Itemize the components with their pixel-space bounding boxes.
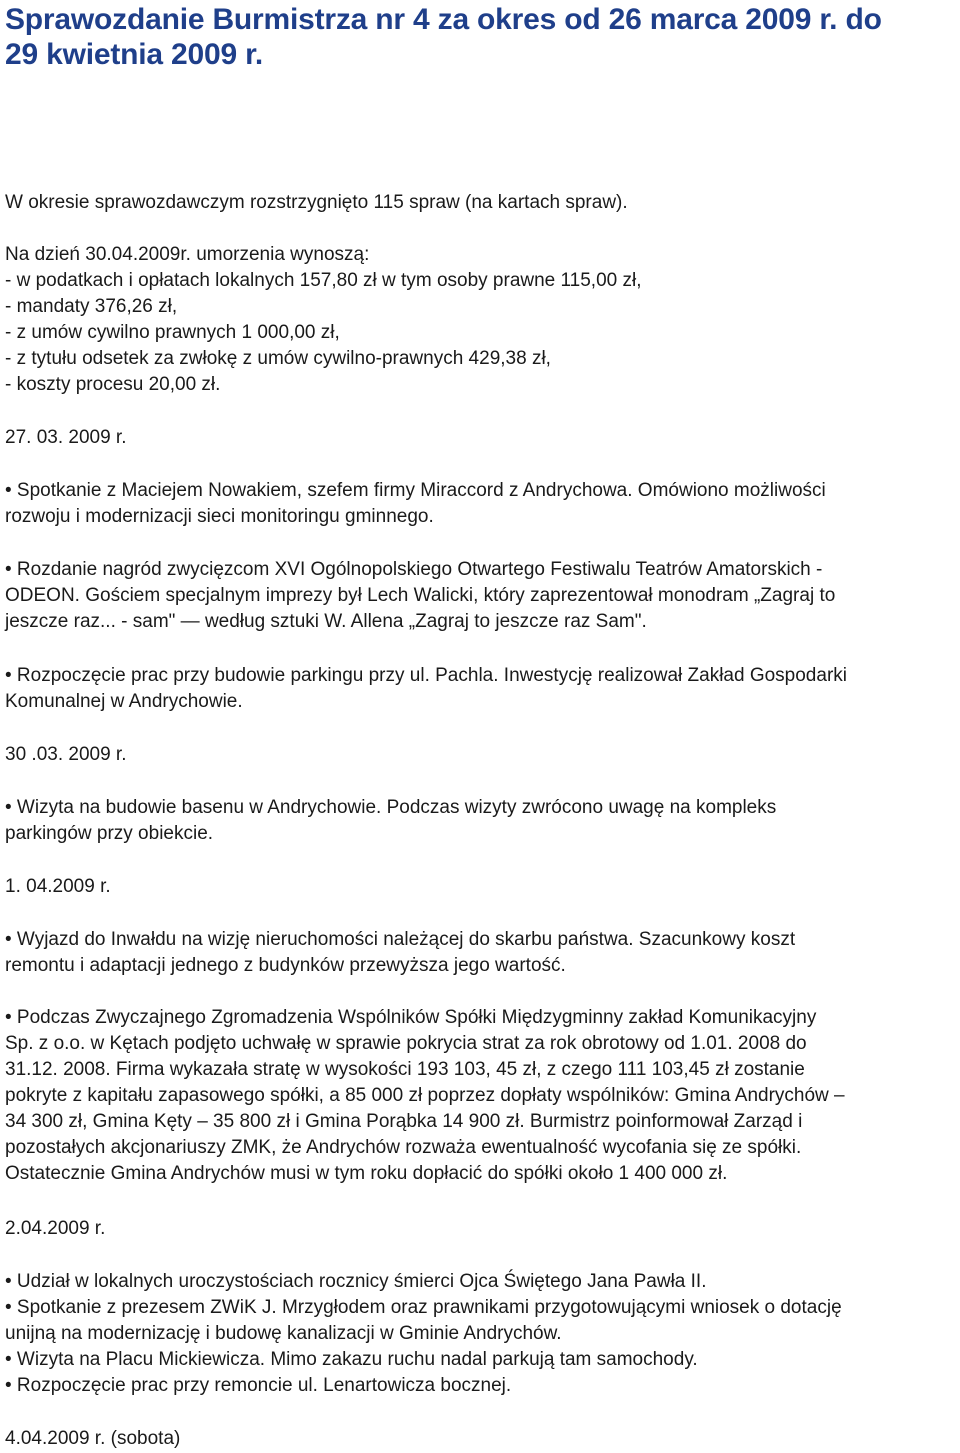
entry-date: 30 .03. 2009 r. bbox=[5, 744, 127, 765]
entry-line: pokryte z kapitału zapasowego spółki, a 85 000 zł poprzez dopłaty wspólników: Gmina Andrychów – bbox=[5, 1085, 845, 1106]
arrears-line: - koszty procesu 20,00 zł. bbox=[5, 374, 221, 395]
entry-line: remontu i adaptacji jednego z budynków przewyższa jego wartość. bbox=[5, 955, 566, 976]
entry-line: ODEON. Gościem specjalnym imprezy był Lech Walicki, który zaprezentował monodram „Zagraj to bbox=[5, 585, 836, 606]
title-line: Sprawozdanie Burmistrza nr 4 za okres od 26 marca 2009 r. do bbox=[5, 3, 882, 36]
arrears-line: - z umów cywilno prawnych 1 000,00 zł, bbox=[5, 322, 340, 343]
arrears-paragraph bbox=[5, 242, 642, 398]
entry-date: 27. 03. 2009 r. bbox=[5, 427, 127, 448]
title-line: 29 kwietnia 2009 r. bbox=[5, 38, 264, 71]
entry-line: • Udział w lokalnych uroczystościach rocznicy śmierci Ojca Świętego Jana Pawła II. bbox=[5, 1271, 707, 1292]
entry-item bbox=[5, 663, 847, 715]
entry-line: • Wizyta na budowie basenu w Andrychowie. Podczas wizyty zwrócono uwagę na kompleks bbox=[5, 797, 777, 818]
entry-line: • Rozpoczęcie prac przy budowie parkingu przy ul. Pachla. Inwestycję realizował Zakład Gospodarki bbox=[5, 665, 847, 686]
entry-line: 31.12. 2008. Firma wykazała stratę w wysokości 193 103, 45 zł, z czego 111 103,45 zł zostanie bbox=[5, 1059, 805, 1080]
entry-line: • Rozpoczęcie prac przy remoncie ul. Lenartowicza bocznej. bbox=[5, 1375, 512, 1396]
entry-line: • Spotkanie z prezesem ZWiK J. Mrzygłodem oraz prawnikami przygotowującymi wniosek o dotację bbox=[5, 1297, 842, 1318]
entry-item bbox=[5, 795, 776, 847]
arrears-line: - w podatkach i opłatach lokalnych 157,80 zł w tym osoby prawne 115,00 zł, bbox=[5, 270, 642, 291]
arrears-line: - z tytułu odsetek za zwłokę z umów cywilno-prawnych 429,38 zł, bbox=[5, 348, 551, 369]
entry-item bbox=[5, 478, 826, 530]
entry-item bbox=[5, 1005, 845, 1187]
entry-line: parkingów przy obiekcie. bbox=[5, 823, 214, 844]
entry-line: Sp. z o.o. w Kętach podjęto uchwałę w sprawie pokrycia strat za rok obrotowy od 1.01. 2008 do bbox=[5, 1033, 807, 1054]
entry-item bbox=[5, 557, 835, 635]
entry-item bbox=[5, 1269, 842, 1399]
entry-line: • Spotkanie z Maciejem Nowakiem, szefem firmy Miraccord z Andrychowa. Omówiono możliwości bbox=[5, 480, 826, 501]
entry-line: 34 300 zł, Gmina Kęty – 35 800 zł i Gmina Porąbka 14 900 zł. Burmistrz poinformował Zarząd i bbox=[5, 1111, 803, 1132]
entry-line: • Wyjazd do Inwałdu na wizję nieruchomości należącej do skarbu państwa. Szacunkowy koszt bbox=[5, 929, 796, 950]
entry-line: Ostatecznie Gmina Andrychów musi w tym roku dopłacić do spółki około 1 400 000 zł. bbox=[5, 1163, 728, 1184]
entry-line: pozostałych akcjonariuszy ZMK, że Andrychów rozważa ewentualność wycofania się ze spółki. bbox=[5, 1137, 802, 1158]
arrears-line: - mandaty 376,26 zł, bbox=[5, 296, 178, 317]
entry-date: 2.04.2009 r. bbox=[5, 1218, 106, 1239]
entry-line: unijną na modernizację i budowę kanalizacji w Gminie Andrychów. bbox=[5, 1323, 562, 1344]
intro-paragraph bbox=[5, 190, 628, 216]
entry-item bbox=[5, 927, 795, 979]
entry-line: • Rozdanie nagród zwycięzcom XVI Ogólnopolskiego Otwartego Festiwalu Teatrów Amatorskich - bbox=[5, 559, 823, 580]
entry-line: • Podczas Zwyczajnego Zgromadzenia Wspólników Spółki Międzygminny zakład Komunikacyjny bbox=[5, 1007, 817, 1028]
arrears-line: Na dzień 30.04.2009r. umorzenia wynoszą: bbox=[5, 244, 370, 265]
entry-line: rozwoju i modernizacji sieci monitoringu gminnego. bbox=[5, 506, 434, 527]
intro-text: W okresie sprawozdawczym rozstrzygnięto 115 spraw (na kartach spraw). bbox=[5, 192, 628, 213]
entry-line: jeszcze raz... - sam" — według sztuki W. Allena „Zagraj to jeszcze raz Sam". bbox=[5, 611, 647, 632]
document-title bbox=[5, 2, 882, 72]
entry-line: Komunalnej w Andrychowie. bbox=[5, 691, 243, 712]
entry-date: 1. 04.2009 r. bbox=[5, 876, 111, 897]
entry-date: 4.04.2009 r. (sobota) bbox=[5, 1428, 181, 1449]
entry-line: • Wizyta na Placu Mickiewicza. Mimo zakazu ruchu nadal parkują tam samochody. bbox=[5, 1349, 698, 1370]
